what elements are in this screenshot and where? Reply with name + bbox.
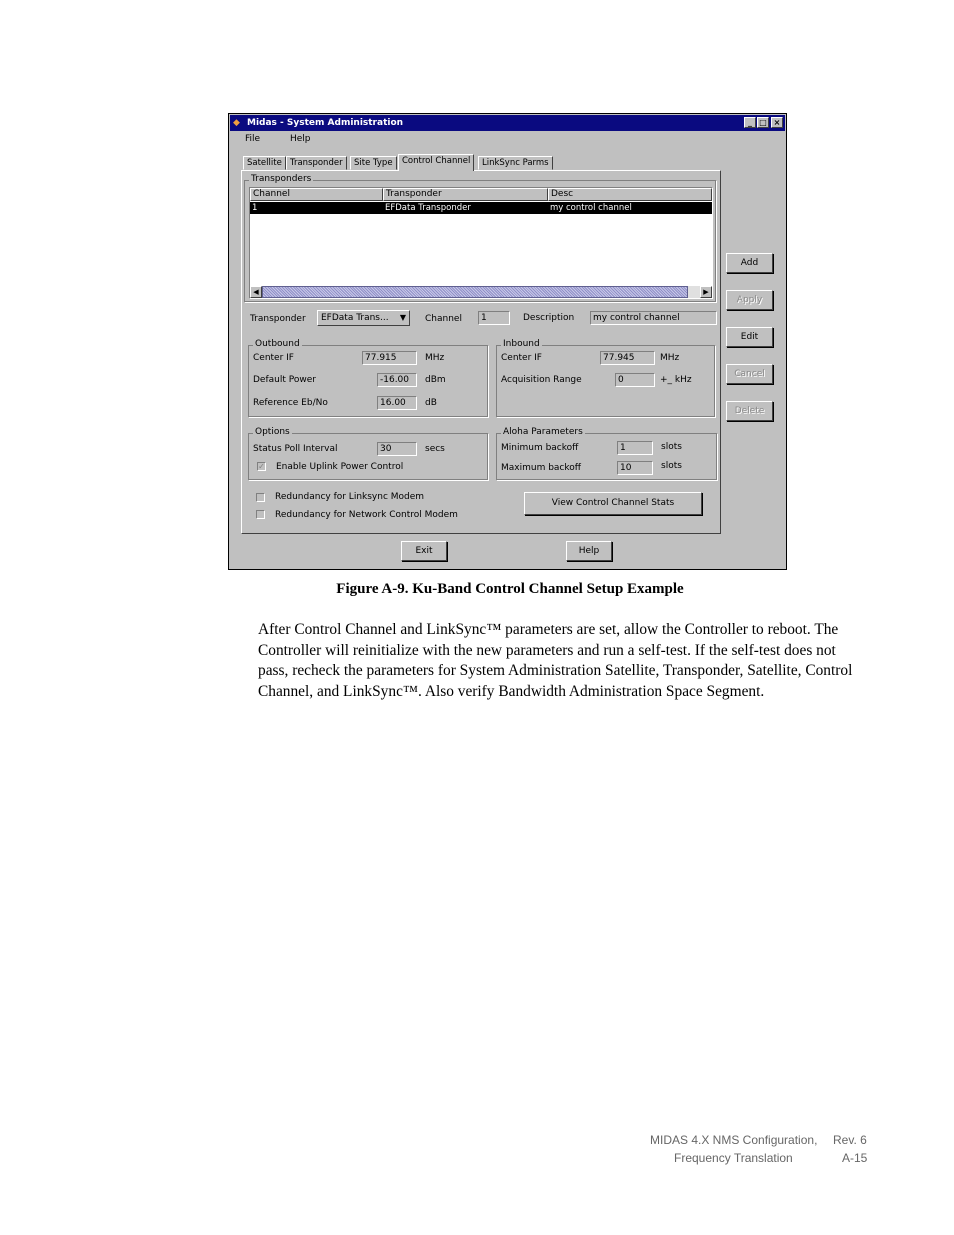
minimize-button[interactable]: _	[744, 117, 756, 128]
tab-transponder[interactable]: Transponder	[286, 156, 347, 170]
column-header-transponder[interactable]: Transponder	[383, 188, 548, 201]
tab-satellite[interactable]: Satellite	[243, 156, 286, 170]
footer-doc-title: MIDAS 4.X NMS Configuration,	[650, 1133, 818, 1147]
default-power-field[interactable]: -16.00	[377, 373, 417, 387]
transponder-label: Transponder	[250, 314, 306, 324]
status-poll-unit: secs	[425, 444, 445, 454]
uplink-power-label: Enable Uplink Power Control	[276, 462, 404, 472]
title-bar[interactable]	[230, 115, 785, 131]
min-backoff-unit: slots	[661, 442, 682, 452]
tab-control-channel[interactable]: Control Channel	[398, 154, 474, 171]
horizontal-scrollbar[interactable]	[250, 286, 712, 298]
scroll-thumb[interactable]	[262, 286, 688, 298]
inbound-group-label: Inbound	[503, 339, 540, 349]
redundancy-network-checkbox[interactable]	[256, 510, 265, 519]
maximize-button[interactable]: □	[757, 117, 769, 128]
body-paragraph: After Control Channel and LinkSync™ parameters are set, allow the Controller to reboot. The Controller will reinitialize with the new parameters and run a self-test. If the self-test does not pass, recheck the parameters for System Administration Satellite, Transponder, Satellite, Control Channel, and LinkSync™. Also verify Bandwidth Administration Space Segment.	[258, 621, 853, 700]
footer-revision: Rev. 6	[833, 1133, 867, 1147]
menu-help[interactable]: Help	[290, 134, 311, 144]
min-backoff-label: Minimum backoff	[501, 443, 579, 453]
acq-range-field[interactable]: 0	[615, 373, 655, 387]
options-group	[248, 427, 488, 480]
ref-ebno-unit: dB	[425, 398, 437, 408]
outbound-center-if-unit: MHz	[425, 353, 445, 363]
cell-desc: my control channel	[550, 203, 632, 213]
redundancy-network-label: Redundancy for Network Control Modem	[275, 510, 458, 520]
scroll-right-icon[interactable]: ▶	[700, 286, 712, 298]
tab-linksync-parms[interactable]: LinkSync Parms	[478, 156, 553, 170]
max-backoff-unit: slots	[661, 461, 682, 471]
default-power-label: Default Power	[253, 375, 316, 385]
view-stats-button[interactable]: View Control Channel Stats	[524, 492, 702, 515]
apply-button[interactable]: Apply	[726, 290, 773, 310]
status-poll-field[interactable]: 30	[377, 442, 417, 456]
max-backoff-field[interactable]: 10	[617, 461, 653, 475]
acq-range-label: Acquisition Range	[501, 375, 582, 385]
edit-button[interactable]: Edit	[726, 327, 773, 347]
max-backoff-label: Maximum backoff	[501, 463, 581, 473]
app-icon: ◆	[233, 118, 240, 128]
admin-window	[228, 113, 787, 570]
figure-caption: Figure A-9. Ku-Band Control Channel Setup Example	[336, 581, 684, 597]
footer-page-number: A-15	[842, 1151, 868, 1165]
inbound-group	[496, 339, 715, 417]
tab-site-type[interactable]: Site Type	[350, 156, 397, 170]
menu-bar	[230, 132, 785, 149]
menu-file[interactable]: File	[245, 134, 261, 144]
inbound-center-if-label: Center IF	[501, 353, 542, 363]
outbound-center-if-label: Center IF	[253, 353, 294, 363]
redundancy-linksync-checkbox[interactable]	[256, 493, 265, 502]
help-button[interactable]: Help	[566, 541, 612, 561]
transponders-table[interactable]	[249, 187, 713, 299]
transponders-group-label: Transponders	[251, 174, 312, 184]
uplink-power-checkbox[interactable]: ✓	[258, 462, 265, 471]
min-backoff-field[interactable]: 1	[617, 441, 653, 455]
cancel-button[interactable]: Cancel	[726, 364, 773, 384]
dropdown-arrow-icon: ▼	[399, 313, 406, 322]
outbound-center-if-field[interactable]: 77.915	[362, 351, 417, 365]
default-power-unit: dBm	[425, 375, 446, 385]
column-header-desc[interactable]: Desc	[548, 188, 712, 201]
add-button[interactable]: Add	[726, 253, 773, 273]
ref-ebno-field[interactable]: 16.00	[377, 396, 417, 410]
close-button[interactable]: ×	[771, 117, 783, 128]
redundancy-linksync-label: Redundancy for Linksync Modem	[275, 492, 425, 502]
table-row[interactable]	[250, 202, 712, 214]
footer-section: Frequency Translation	[674, 1151, 793, 1165]
control-channel-panel	[241, 170, 721, 534]
aloha-group	[496, 427, 717, 480]
scroll-left-icon[interactable]: ◀	[250, 286, 262, 298]
exit-button[interactable]: Exit	[401, 541, 447, 561]
outbound-group-label: Outbound	[255, 339, 300, 349]
status-poll-label: Status Poll Interval	[253, 444, 338, 454]
inbound-center-if-field[interactable]: 77.945	[600, 351, 655, 365]
transponder-dropdown-value: EFData Trans...	[321, 313, 389, 323]
channel-field[interactable]: 1	[478, 311, 510, 325]
ref-ebno-label: Reference Eb/No	[253, 398, 328, 408]
cell-transponder: EFData Transponder	[385, 203, 471, 213]
outbound-group	[248, 339, 488, 417]
options-group-label: Options	[255, 427, 290, 437]
description-label: Description	[523, 313, 575, 323]
transponder-dropdown[interactable]	[317, 310, 410, 326]
acq-range-unit: +_ kHz	[660, 375, 692, 385]
transponders-group	[244, 174, 716, 302]
channel-label: Channel	[425, 314, 462, 324]
column-header-channel[interactable]: Channel	[250, 188, 383, 201]
aloha-group-label: Aloha Parameters	[503, 427, 583, 437]
cell-channel: 1	[252, 203, 258, 213]
delete-button[interactable]: Delete	[726, 401, 773, 421]
window-title: Midas - System Administration	[247, 118, 404, 128]
description-field[interactable]: my control channel	[590, 311, 717, 325]
inbound-center-if-unit: MHz	[660, 353, 680, 363]
